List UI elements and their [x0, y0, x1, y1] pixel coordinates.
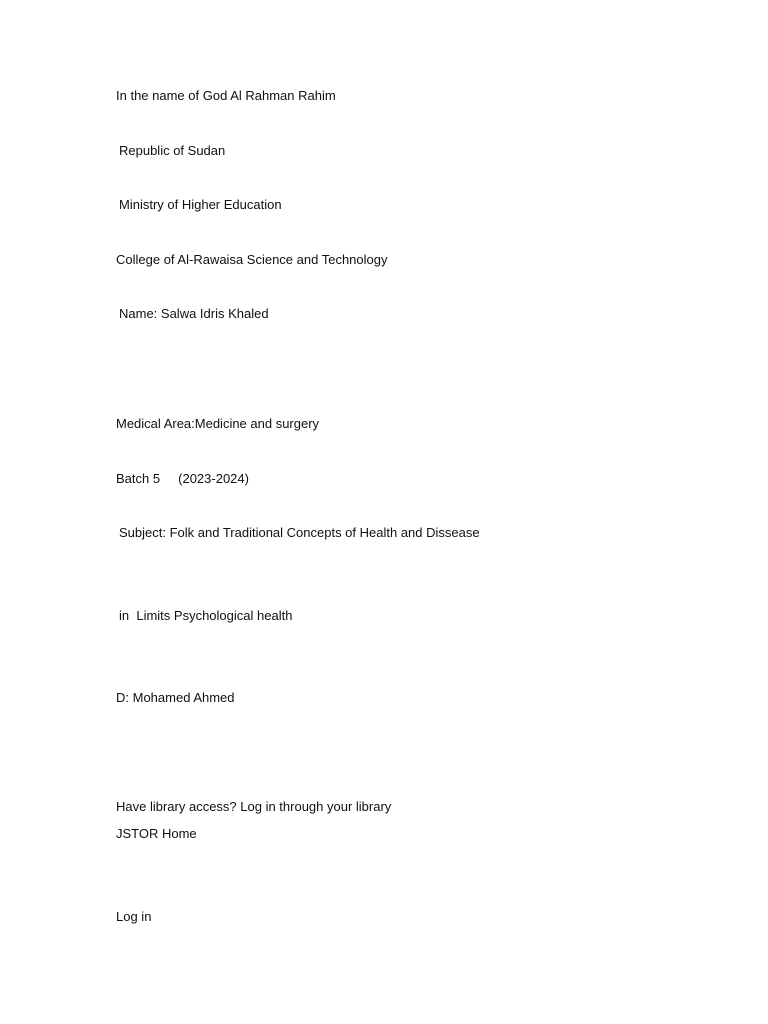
log-in-link[interactable]: Log in [116, 909, 152, 924]
medical-area-text: Medical Area:Medicine and surgery [116, 416, 320, 431]
basmala-text: In the name of God Al Rahman Rahim [116, 88, 336, 103]
student-name-text: Name: Salwa Idris Khaled [119, 306, 269, 321]
college-text: College of Al-Rawaisa Science and Technology [116, 252, 388, 267]
jstor-home-link[interactable]: JSTOR Home [116, 826, 197, 841]
country-text: Republic of Sudan [119, 143, 226, 158]
topic-text: in Limits Psychological health [119, 608, 293, 623]
subject-text: Subject: Folk and Traditional Concepts of Health and Dissease [119, 525, 480, 540]
doctor-text: D: Mohamed Ahmed [116, 690, 235, 705]
ministry-text: Ministry of Higher Education [119, 197, 282, 212]
library-access-link[interactable]: Have library access? Log in through your library [116, 799, 392, 814]
batch-text: Batch 5 (2023-2024) [116, 471, 249, 486]
